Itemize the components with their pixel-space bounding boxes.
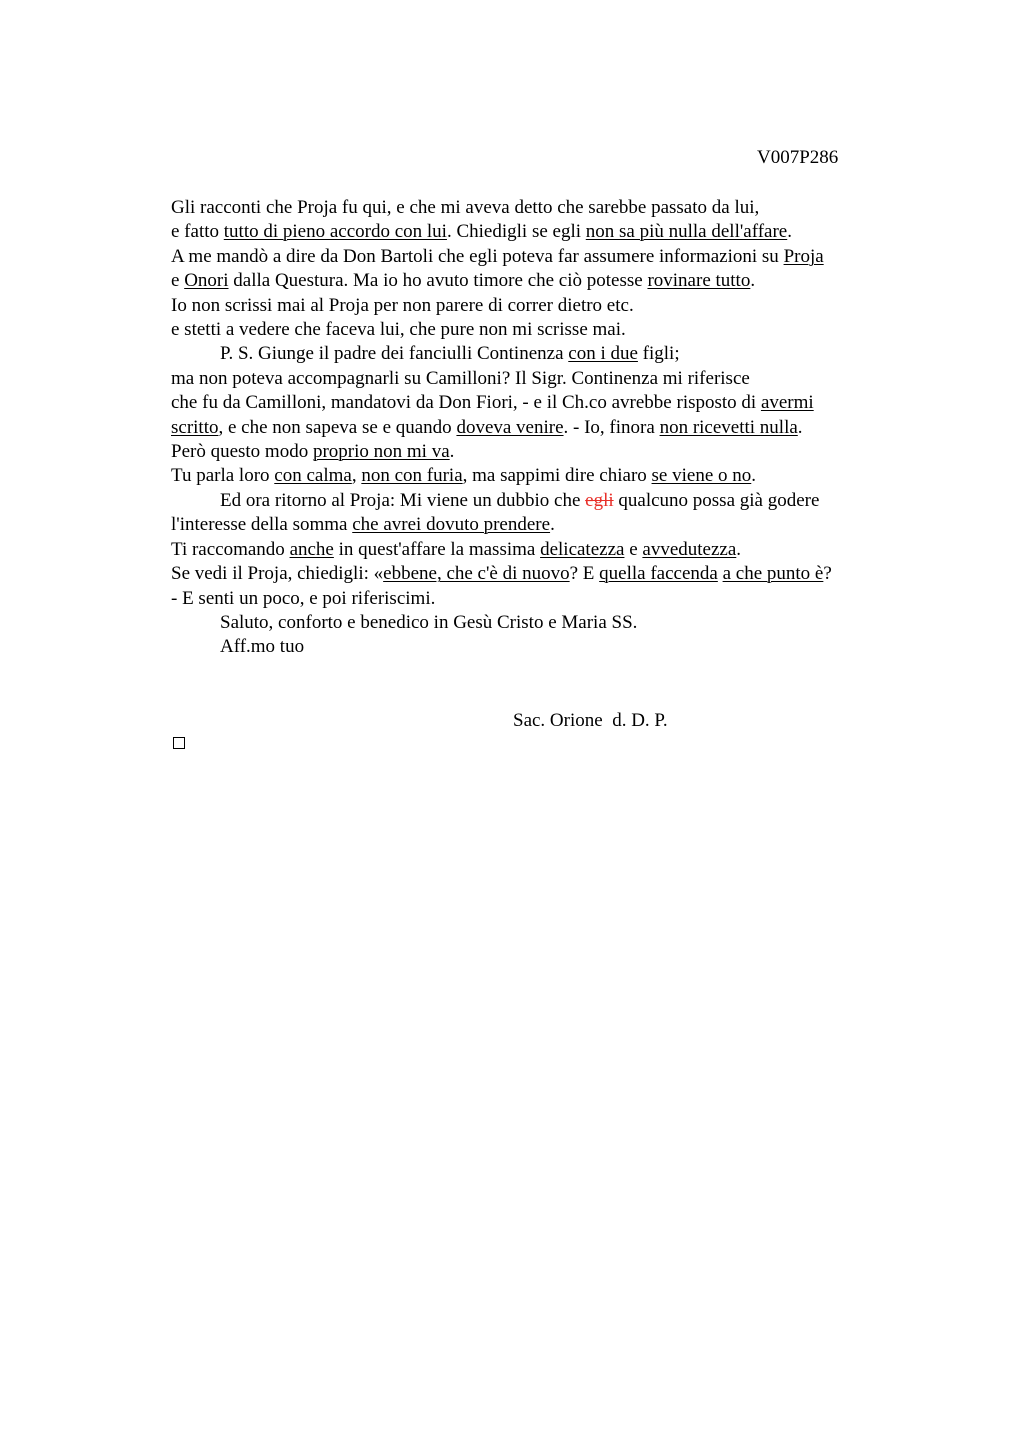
text-segment: Se vedi il Proja, chiedigli: « xyxy=(171,563,384,585)
letter-line xyxy=(171,635,901,659)
text-segment: . xyxy=(750,270,756,292)
text-segment: - E senti un poco, e poi riferiscimi. xyxy=(171,587,436,609)
letter-line xyxy=(171,464,901,488)
letter-line xyxy=(171,294,901,318)
letter-line xyxy=(171,196,901,220)
underlined-text: ebbene, che c'è di nuovo xyxy=(383,563,570,585)
letter-line xyxy=(171,440,901,464)
letter-line xyxy=(171,318,901,342)
letter-line xyxy=(171,587,901,611)
underlined-text: a che punto è xyxy=(722,563,824,585)
underlined-text: avermi xyxy=(760,392,814,414)
text-segment: ma non poteva accompagnarli su Camilloni? Il Sigr. Continenza mi riferisce xyxy=(171,367,750,389)
underlined-text: delicatezza xyxy=(540,538,625,560)
text-segment: . xyxy=(787,221,792,243)
underlined-text: proprio non mi va xyxy=(312,441,450,463)
underlined-text: Proja xyxy=(783,245,824,267)
underlined-text: non ricevetti nulla xyxy=(659,416,798,438)
signature: Sac. Orione d. D. P. xyxy=(513,710,668,731)
text-segment: che fu da Camilloni, mandatovi da Don Fiori, - e il Ch.co avrebbe risposto di xyxy=(171,392,761,414)
letter-line xyxy=(171,416,901,440)
underlined-text: doveva venire xyxy=(456,416,564,438)
text-segment: ? E xyxy=(569,563,600,585)
text-segment: . - Io, finora xyxy=(563,416,660,438)
text-segment: Però questo modo xyxy=(171,441,313,463)
underlined-text: rovinare tutto xyxy=(647,270,751,292)
text-segment: . xyxy=(736,538,742,560)
text-segment: Tu parla loro xyxy=(171,465,275,487)
text-segment: qualcuno possa già godere xyxy=(613,489,820,511)
underlined-text: con i due xyxy=(568,343,638,365)
text-segment: . xyxy=(797,416,803,438)
text-segment: , e che non sapeva se e quando xyxy=(218,416,457,438)
page-id: V007P286 xyxy=(757,147,839,168)
underlined-text: avvedutezza xyxy=(642,538,737,560)
underlined-text: non sa più nulla dell'affare xyxy=(585,221,788,243)
text-segment: . Chiedigli se egli xyxy=(446,221,586,243)
text-segment: e xyxy=(624,538,643,560)
letter-line xyxy=(171,245,901,269)
empty-square-icon xyxy=(173,737,185,749)
deleted-text: egli xyxy=(585,489,614,511)
underlined-text: Onori xyxy=(184,270,229,292)
text-segment: . xyxy=(751,465,757,487)
underlined-text: scritto xyxy=(171,416,219,438)
text-segment: , xyxy=(351,465,362,487)
underlined-text: non con furia xyxy=(361,465,463,487)
letter-line xyxy=(171,391,901,415)
text-segment: in quest'affare la massima xyxy=(333,538,541,560)
text-segment: figli; xyxy=(637,343,680,365)
letter-line xyxy=(171,342,901,366)
underlined-text: con calma xyxy=(274,465,352,487)
text-segment: dalla Questura. Ma io ho avuto timore che ciò potesse xyxy=(228,270,648,292)
letter-line xyxy=(171,489,901,513)
text-segment: e fatto xyxy=(171,221,224,243)
text-segment: , ma sappimi dire chiaro xyxy=(462,465,652,487)
text-segment: . xyxy=(550,514,555,536)
letter-body xyxy=(171,196,901,660)
text-segment: . xyxy=(449,441,455,463)
text-segment: e xyxy=(171,270,185,292)
text-segment: P. S. Giunge il padre dei fanciulli Continenza xyxy=(220,343,569,365)
text-segment: Ti raccomando xyxy=(171,538,290,560)
text-segment: ? xyxy=(823,563,832,585)
text-segment: Aff.mo tuo xyxy=(220,636,305,658)
text-segment: l'interesse della somma xyxy=(171,514,353,536)
text-segment: Ed ora ritorno al Proja: Mi viene un dubbio che xyxy=(220,489,586,511)
text-segment: Saluto, conforto e benedico in Gesù Cristo e Maria SS. xyxy=(220,611,638,633)
underlined-text: se viene o no xyxy=(651,465,752,487)
text-segment: Gli racconti che Proja fu qui, e che mi aveva detto che sarebbe passato da lui, xyxy=(171,197,760,218)
letter-line xyxy=(171,269,901,293)
underlined-text: tutto di pieno accordo con lui xyxy=(223,221,447,243)
text-segment: A me mandò a dire da Don Bartoli che egli poteva far assumere informazioni su xyxy=(171,245,784,267)
underlined-text: anche xyxy=(289,538,334,560)
text-segment: e stetti a vedere che faceva lui, che pure non mi scrisse mai. xyxy=(171,319,626,341)
letter-line xyxy=(171,220,901,244)
letter-line xyxy=(171,538,901,562)
letter-line xyxy=(171,611,901,635)
underlined-text: che avrei dovuto prendere xyxy=(352,514,551,536)
letter-line xyxy=(171,562,901,586)
text-segment: Io non scrissi mai al Proja per non parere di correr dietro etc. xyxy=(171,294,634,316)
letter-line xyxy=(171,513,901,537)
letter-line xyxy=(171,367,901,391)
underlined-text: quella faccenda xyxy=(599,563,718,585)
